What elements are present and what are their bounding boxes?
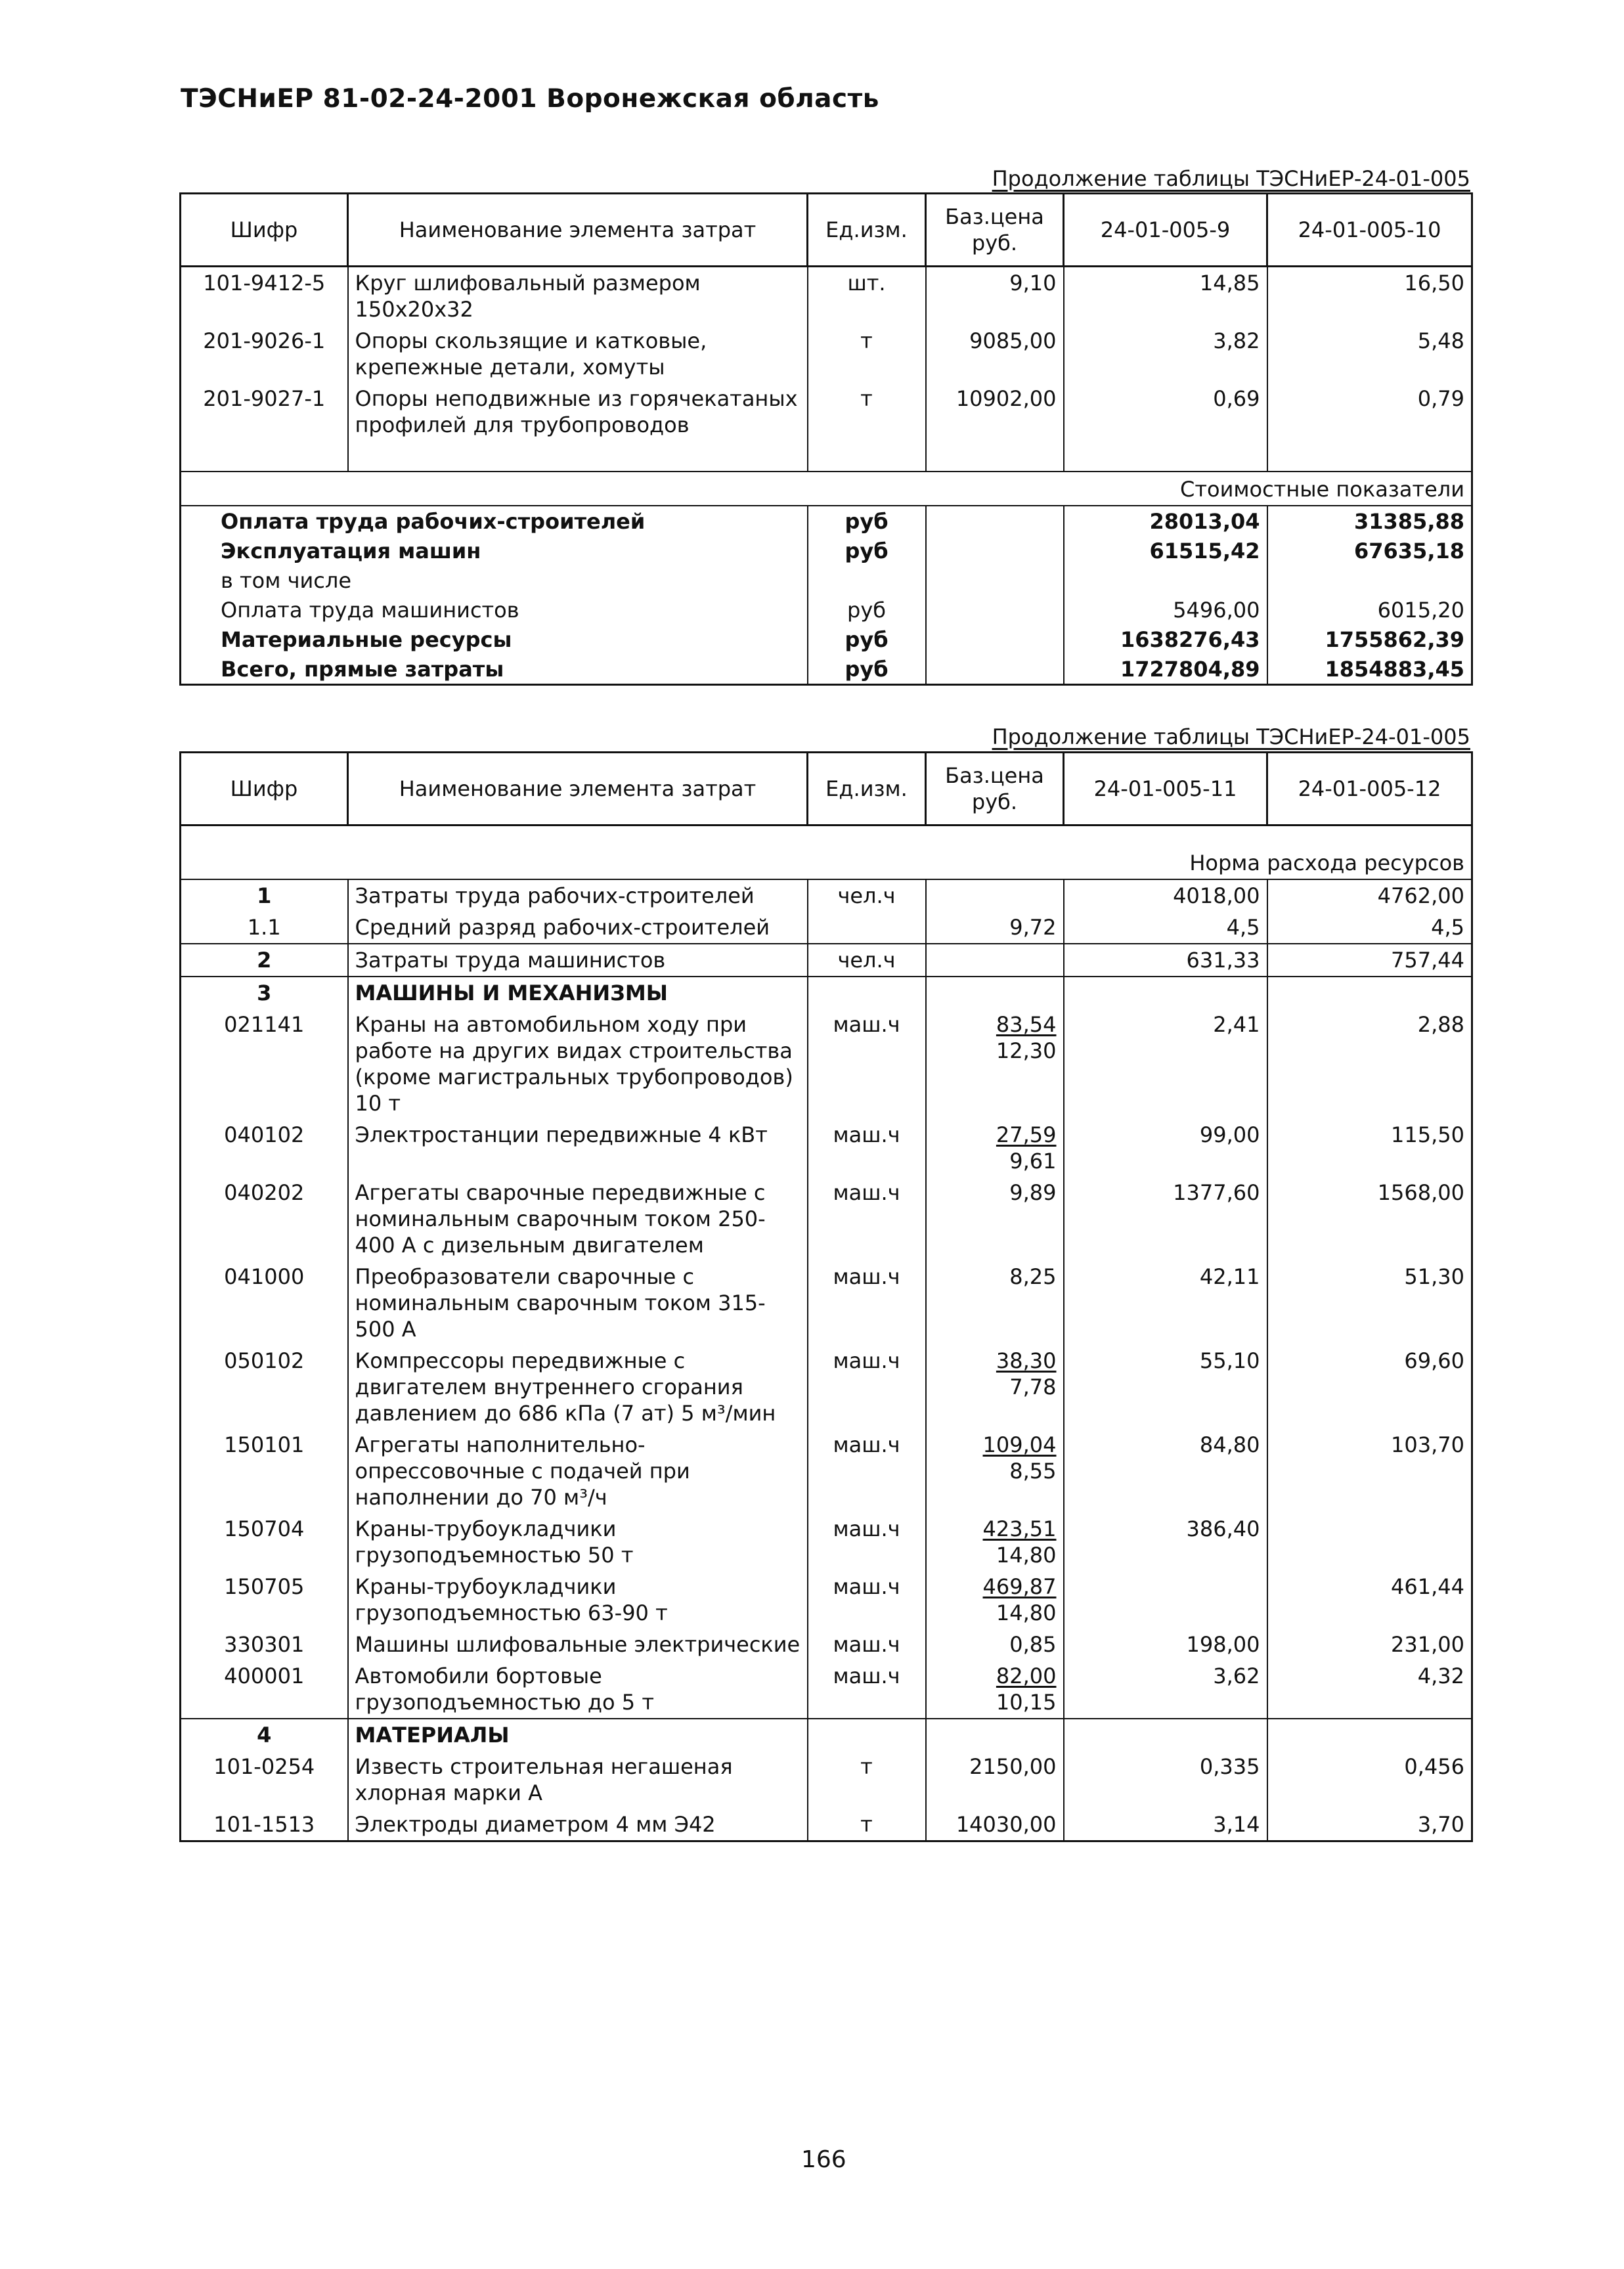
norm-value-11: 55,10 <box>1064 1345 1267 1429</box>
norm-value-11: 386,40 <box>1064 1513 1267 1571</box>
resource-unit: чел.ч <box>808 879 926 912</box>
norm-value-12: 1568,00 <box>1267 1177 1472 1261</box>
norm-value-12: 3,70 <box>1267 1809 1472 1841</box>
base-price <box>926 1513 1064 1571</box>
resource-name: Круг шлифовальный размером 150x20x32 <box>348 267 808 326</box>
table-row <box>181 879 1472 912</box>
empty-cell <box>926 977 1064 1009</box>
base-price <box>926 1751 1064 1809</box>
cost-value-9: 1638276,43 <box>1064 625 1267 654</box>
resource-code: 101-9412-5 <box>181 267 348 326</box>
norm-value-11: 42,11 <box>1064 1261 1267 1345</box>
base-price-value: 27,59 <box>996 1122 1057 1147</box>
base-price <box>926 1660 1064 1719</box>
norm-title: Норма расхода ресурсов <box>181 826 1472 880</box>
norm-value-9: 14,85 <box>1064 267 1267 326</box>
base-price <box>926 912 1064 944</box>
resource-unit: шт. <box>808 267 926 326</box>
resource-name: Краны-трубоукладчики грузоподъемностью 50 т <box>348 1513 808 1571</box>
resource-name: Компрессоры передвижные с двигателем внутреннего сгорания давлением до 686 кПа (7 ат) 5 м³/мин <box>348 1345 808 1429</box>
norm-value-11: 631,33 <box>1064 944 1267 977</box>
resource-name: Агрегаты сварочные передвижные с номинальным сварочным током 250-400 А с дизельным двигателем <box>348 1177 808 1261</box>
norm-band <box>181 826 1472 880</box>
resource-unit: т <box>808 1809 926 1841</box>
resource-code: 330301 <box>181 1629 348 1660</box>
base-price-value: 82,00 <box>996 1663 1057 1688</box>
section-row <box>181 977 1472 1009</box>
empty-cell <box>1267 1719 1472 1751</box>
table-row <box>181 1751 1472 1809</box>
cost-value-10: 31385,88 <box>1267 506 1472 536</box>
resource-name: Агрегаты наполнительно-опрессовочные с подачей при наполнении до 70 м³/ч <box>348 1429 808 1513</box>
resource-unit: чел.ч <box>808 944 926 977</box>
resource-code: 101-0254 <box>181 1751 348 1809</box>
resource-code: 3 <box>181 977 348 1009</box>
base-price-value: 8,25 <box>1009 1264 1057 1289</box>
cost-unit: руб <box>808 654 926 685</box>
col-header-name: Наименование элемента затрат <box>348 753 808 826</box>
operator-wage-value: 8,55 <box>1009 1459 1057 1484</box>
cost-empty <box>926 595 1064 625</box>
col-header-norm-12: 24-01-005-12 <box>1267 753 1472 826</box>
cost-value-9: 5496,00 <box>1064 595 1267 625</box>
col-header-base-price: Баз.цена руб. <box>926 194 1064 267</box>
norm-value-11: 198,00 <box>1064 1629 1267 1660</box>
base-price <box>926 1345 1064 1429</box>
resource-unit: маш.ч <box>808 1660 926 1719</box>
table-row <box>181 1429 1472 1513</box>
cost-row <box>181 536 1472 565</box>
resource-code: 150101 <box>181 1429 348 1513</box>
resource-unit: маш.ч <box>808 1429 926 1513</box>
cost-value-10: 6015,20 <box>1267 595 1472 625</box>
norm-value-11: 84,80 <box>1064 1429 1267 1513</box>
table2-caption: Продолжение таблицы ТЭСНиЕР-24-01-005 <box>992 724 1470 749</box>
cost-row <box>181 595 1472 625</box>
empty-cell <box>181 441 348 472</box>
table-row <box>181 1345 1472 1429</box>
base-price: 10902,00 <box>926 383 1064 441</box>
resource-code: 201-9026-1 <box>181 325 348 383</box>
cost-empty <box>926 536 1064 565</box>
base-price-value: 38,30 <box>996 1348 1057 1373</box>
cost-value-10: 1755862,39 <box>1267 625 1472 654</box>
table-row <box>181 383 1472 441</box>
table-row <box>181 267 1472 326</box>
cost-unit: руб <box>808 625 926 654</box>
cost-indicators-title: Стоимостные показатели <box>181 472 1472 506</box>
norm-value-10: 5,48 <box>1267 325 1472 383</box>
norm-value-11 <box>1064 1571 1267 1629</box>
norm-value-12: 461,44 <box>1267 1571 1472 1629</box>
table-row <box>181 912 1472 944</box>
base-price <box>926 1261 1064 1345</box>
empty-cell <box>1064 977 1267 1009</box>
empty-cell <box>1064 441 1267 472</box>
resource-name: Машины шлифовальные электрические <box>348 1629 808 1660</box>
norm-value-12: 4,5 <box>1267 912 1472 944</box>
base-price <box>926 1629 1064 1660</box>
norm-value-11: 99,00 <box>1064 1119 1267 1177</box>
norm-value-12: 69,60 <box>1267 1345 1472 1429</box>
norm-value-12: 4762,00 <box>1267 879 1472 912</box>
cost-unit: руб <box>808 506 926 536</box>
base-price-value: 9,72 <box>1009 915 1057 940</box>
norm-value-10: 16,50 <box>1267 267 1472 326</box>
cost-empty <box>926 565 1064 595</box>
resource-name: МАШИНЫ И МЕХАНИЗМЫ <box>348 977 808 1009</box>
empty-cell <box>1064 1719 1267 1751</box>
norm-value-12: 51,30 <box>1267 1261 1472 1345</box>
col-header-code: Шифр <box>181 194 348 267</box>
resource-name: Известь строительная негашеная хлорная марки А <box>348 1751 808 1809</box>
resource-name: Краны-трубоукладчики грузоподъемностью 63-90 т <box>348 1571 808 1629</box>
cost-empty <box>926 625 1064 654</box>
resource-code: 150705 <box>181 1571 348 1629</box>
resource-code: 2 <box>181 944 348 977</box>
norm-value-9: 0,69 <box>1064 383 1267 441</box>
resource-table-1 <box>179 192 1473 686</box>
resource-name: Средний разряд рабочих-строителей <box>348 912 808 944</box>
cost-row <box>181 654 1472 685</box>
empty-cell <box>1267 441 1472 472</box>
norm-value-12 <box>1267 1513 1472 1571</box>
table-row <box>181 1809 1472 1841</box>
operator-wage-value: 7,78 <box>1009 1375 1057 1399</box>
base-price-value: 469,87 <box>982 1574 1057 1599</box>
empty-cell <box>348 441 808 472</box>
empty-cell <box>808 441 926 472</box>
cost-value-10: 67635,18 <box>1267 536 1472 565</box>
document-header: ТЭСНиЕР 81-02-24-2001 Воронежская область <box>181 84 879 114</box>
empty-cell <box>1267 977 1472 1009</box>
cost-unit: руб <box>808 595 926 625</box>
spacer-row <box>181 441 1472 472</box>
resource-name: Затраты труда рабочих-строителей <box>348 879 808 912</box>
base-price <box>926 1429 1064 1513</box>
resource-unit: маш.ч <box>808 1177 926 1261</box>
cost-value-9: 1727804,89 <box>1064 654 1267 685</box>
resource-code: 101-1513 <box>181 1809 348 1841</box>
table-row <box>181 944 1472 977</box>
empty-cell <box>808 977 926 1009</box>
norm-value-12: 115,50 <box>1267 1119 1472 1177</box>
col-header-unit: Ед.изм. <box>808 753 926 826</box>
section-row <box>181 1719 1472 1751</box>
resource-unit: маш.ч <box>808 1119 926 1177</box>
norm-value-12: 757,44 <box>1267 944 1472 977</box>
base-price <box>926 1571 1064 1629</box>
cost-indicators-band <box>181 472 1472 506</box>
norm-value-12: 4,32 <box>1267 1660 1472 1719</box>
table-row <box>181 1629 1472 1660</box>
table-row <box>181 1660 1472 1719</box>
resource-name: Затраты труда машинистов <box>348 944 808 977</box>
base-price: 9085,00 <box>926 325 1064 383</box>
base-price-value: 423,51 <box>982 1516 1057 1541</box>
norm-value-11: 3,62 <box>1064 1660 1267 1719</box>
resource-code: 050102 <box>181 1345 348 1429</box>
cost-value-9 <box>1064 565 1267 595</box>
norm-value-11: 4018,00 <box>1064 879 1267 912</box>
resource-unit: т <box>808 383 926 441</box>
cost-row <box>181 625 1472 654</box>
norm-value-11: 1377,60 <box>1064 1177 1267 1261</box>
table-row <box>181 1119 1472 1177</box>
resource-name: Электростанции передвижные 4 кВт <box>348 1119 808 1177</box>
norm-value-12: 231,00 <box>1267 1629 1472 1660</box>
cost-label: в том числе <box>181 565 808 595</box>
resource-unit: маш.ч <box>808 1513 926 1571</box>
resource-unit: маш.ч <box>808 1261 926 1345</box>
table-row <box>181 1261 1472 1345</box>
empty-cell <box>808 1719 926 1751</box>
resource-unit: маш.ч <box>808 1345 926 1429</box>
cost-unit: руб <box>808 536 926 565</box>
resource-unit: т <box>808 325 926 383</box>
base-price-value: 83,54 <box>996 1012 1057 1037</box>
empty-cell <box>926 441 1064 472</box>
cost-row <box>181 565 1472 595</box>
operator-wage-value: 12,30 <box>996 1038 1057 1063</box>
base-price <box>926 1119 1064 1177</box>
cost-label: Всего, прямые затраты <box>181 654 808 685</box>
table-row <box>181 1009 1472 1119</box>
resource-unit: маш.ч <box>808 1571 926 1629</box>
table-row <box>181 1513 1472 1571</box>
resource-code: 150704 <box>181 1513 348 1571</box>
resource-unit: маш.ч <box>808 1009 926 1119</box>
norm-value-12: 2,88 <box>1267 1009 1472 1119</box>
cost-row <box>181 506 1472 536</box>
resource-table-2 <box>179 751 1473 1842</box>
cost-empty <box>926 654 1064 685</box>
resource-name: Преобразователи сварочные с номинальным сварочным током 315-500 А <box>348 1261 808 1345</box>
resource-name: Опоры неподвижные из горячекатаных профилей для трубопроводов <box>348 383 808 441</box>
cost-label: Оплата труда машинистов <box>181 595 808 625</box>
cost-value-9: 28013,04 <box>1064 506 1267 536</box>
norm-value-9: 3,82 <box>1064 325 1267 383</box>
col-header-code: Шифр <box>181 753 348 826</box>
resource-code: 1 <box>181 879 348 912</box>
table-row <box>181 325 1472 383</box>
cost-label: Эксплуатация машин <box>181 536 808 565</box>
base-price <box>926 1009 1064 1119</box>
col-header-name: Наименование элемента затрат <box>348 194 808 267</box>
cost-value-10: 1854883,45 <box>1267 654 1472 685</box>
norm-value-11: 4,5 <box>1064 912 1267 944</box>
col-header-norm-10: 24-01-005-10 <box>1267 194 1472 267</box>
resource-code: 1.1 <box>181 912 348 944</box>
col-header-unit: Ед.изм. <box>808 194 926 267</box>
base-price-value: 9,89 <box>1009 1180 1057 1205</box>
page-number: 166 <box>801 2146 846 2173</box>
resource-unit: маш.ч <box>808 1629 926 1660</box>
norm-value-10: 0,79 <box>1267 383 1472 441</box>
operator-wage-value: 10,15 <box>996 1690 1057 1715</box>
base-price-value: 0,85 <box>1009 1632 1057 1657</box>
resource-code: 040202 <box>181 1177 348 1261</box>
col-header-norm-9: 24-01-005-9 <box>1064 194 1267 267</box>
resource-name: МАТЕРИАЛЫ <box>348 1719 808 1751</box>
base-price <box>926 1177 1064 1261</box>
resource-unit: т <box>808 1751 926 1809</box>
empty-cell <box>926 1719 1064 1751</box>
norm-value-11: 0,335 <box>1064 1751 1267 1809</box>
resource-code: 021141 <box>181 1009 348 1119</box>
norm-value-11: 3,14 <box>1064 1809 1267 1841</box>
resource-code: 041000 <box>181 1261 348 1345</box>
cost-label: Оплата труда рабочих-строителей <box>181 506 808 536</box>
col-header-base-price: Баз.цена руб. <box>926 753 1064 826</box>
resource-name: Автомобили бортовые грузоподъемностью до 5 т <box>348 1660 808 1719</box>
table-row <box>181 1571 1472 1629</box>
resource-name: Опоры скользящие и катковые, крепежные детали, хомуты <box>348 325 808 383</box>
cost-unit <box>808 565 926 595</box>
base-price <box>926 1809 1064 1841</box>
cost-empty <box>926 506 1064 536</box>
resource-code: 4 <box>181 1719 348 1751</box>
table-row <box>181 1177 1472 1261</box>
resource-code: 400001 <box>181 1660 348 1719</box>
col-header-norm-11: 24-01-005-11 <box>1064 753 1267 826</box>
operator-wage-value: 14,80 <box>996 1600 1057 1625</box>
cost-label: Материальные ресурсы <box>181 625 808 654</box>
base-price-value: 109,04 <box>982 1432 1057 1457</box>
operator-wage-value: 14,80 <box>996 1543 1057 1568</box>
resource-name: Электроды диаметром 4 мм Э42 <box>348 1809 808 1841</box>
resource-code: 201-9027-1 <box>181 383 348 441</box>
cost-value-10 <box>1267 565 1472 595</box>
operator-wage-value: 9,61 <box>1009 1149 1057 1174</box>
norm-value-12: 103,70 <box>1267 1429 1472 1513</box>
base-price-value: 2150,00 <box>969 1754 1057 1779</box>
base-price-value: 14030,00 <box>955 1812 1057 1837</box>
base-price <box>926 879 1064 912</box>
norm-value-12: 0,456 <box>1267 1751 1472 1809</box>
resource-unit <box>808 912 926 944</box>
resource-code: 040102 <box>181 1119 348 1177</box>
norm-value-11: 2,41 <box>1064 1009 1267 1119</box>
resource-name: Краны на автомобильном ходу при работе на других видах строительства (кроме магистральных трубопроводов) 10 т <box>348 1009 808 1119</box>
table1-caption: Продолжение таблицы ТЭСНиЕР-24-01-005 <box>992 166 1470 191</box>
base-price <box>926 944 1064 977</box>
cost-value-9: 61515,42 <box>1064 536 1267 565</box>
base-price: 9,10 <box>926 267 1064 326</box>
